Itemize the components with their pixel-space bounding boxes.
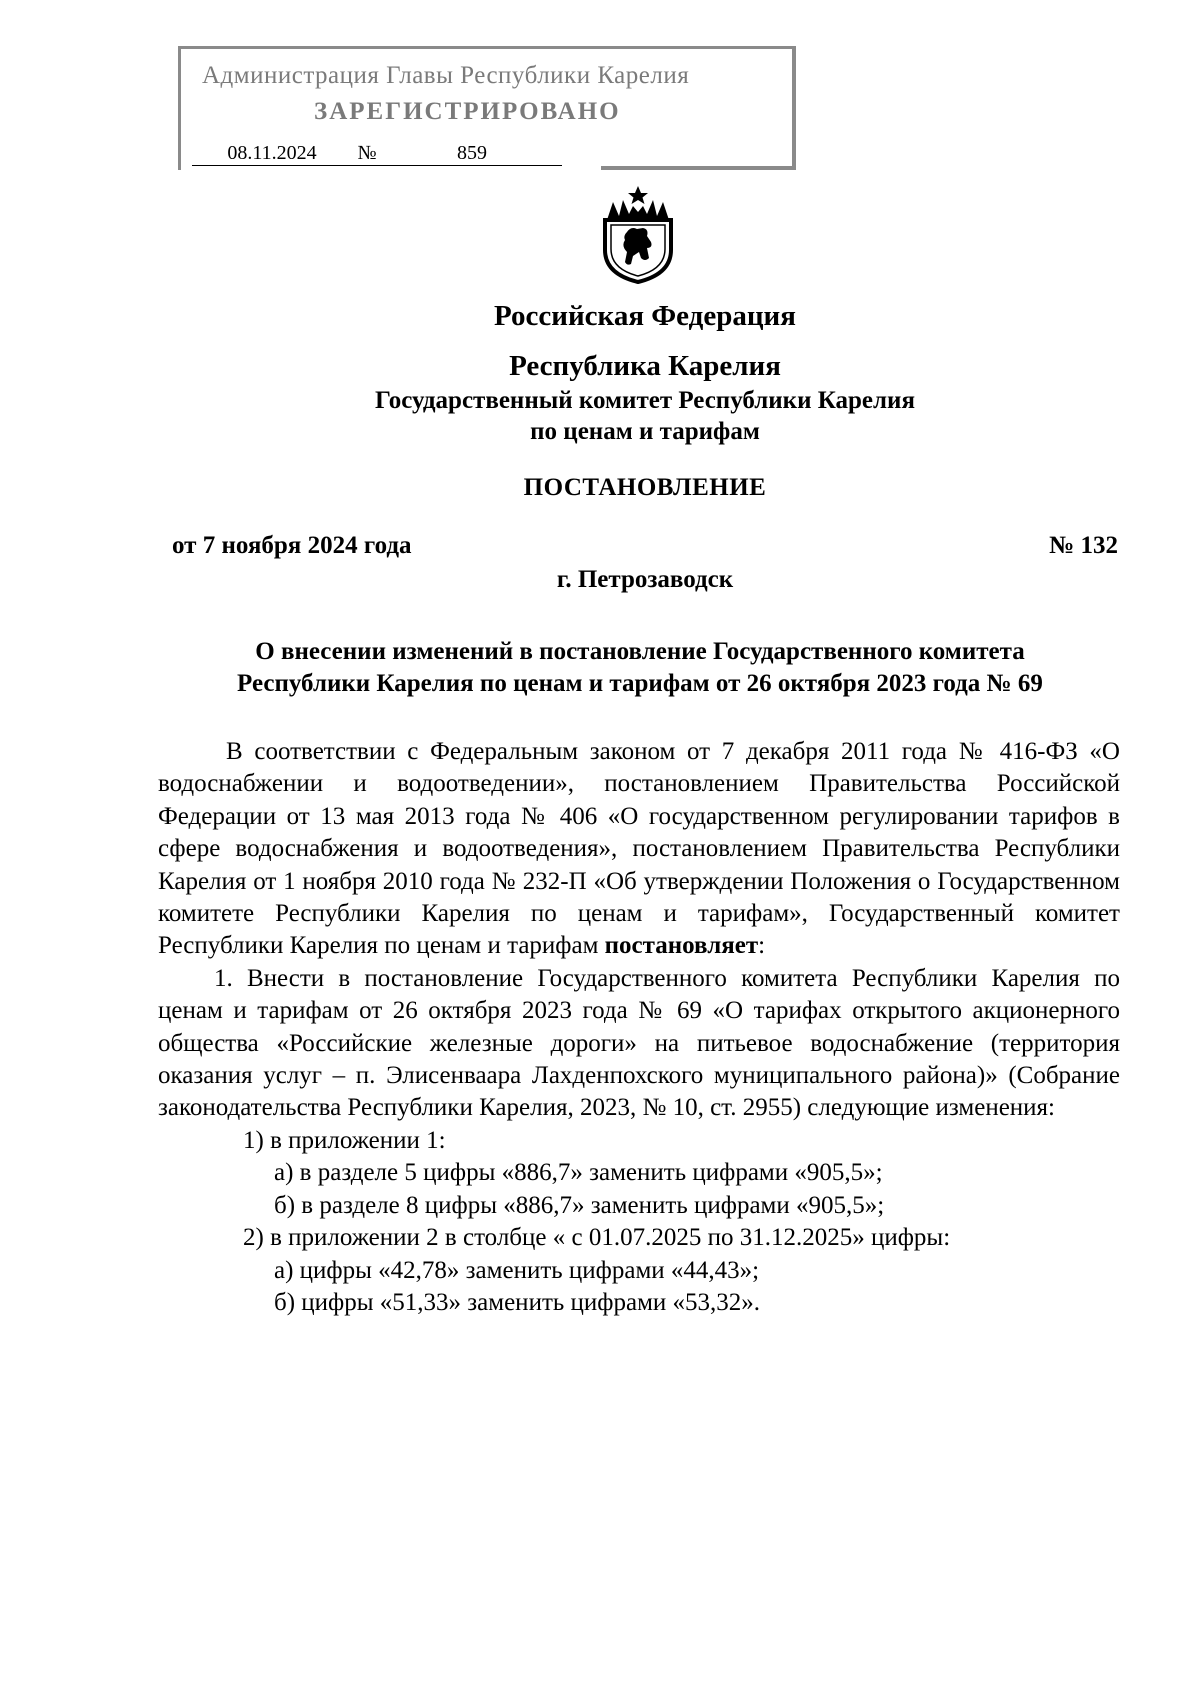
list-item: 2) в приложении 2 в столбце « с 01.07.2025 по 31.12.2025» цифры:: [243, 1224, 951, 1252]
document-number: № 132: [1049, 532, 1118, 559]
list-item: а) цифры «42,78» заменить цифрами «44,43»;: [274, 1256, 760, 1284]
list-item: б) в разделе 8 цифры «886,7» заменить цифрами «905,5»;: [274, 1191, 885, 1219]
list-item: а) в разделе 5 цифры «886,7» заменить цифрами «905,5»;: [274, 1159, 883, 1187]
list-item: 1) в приложении 1:: [243, 1126, 446, 1154]
preamble-text: В соответствии с Федеральным законом от 7 декабря 2011 года № 416-ФЗ «О водоснабжении и водоотведении», постановлением Правительства Российской Федерации от 13 мая 2013 года № 406 «О государственном регулировании тарифов в сфере водоснабжения и водоотведения», постановлением Правительства Республики Карелия от 1 ноября 2010 года № 232-П «Об утверждении Положения о Государственном комитете Республики Карелия по ценам и тарифам», Государственный комитет Республики Карелия по ценам и тарифам: [158, 738, 1120, 960]
preamble-paragraph: [158, 736, 1120, 963]
karelia-coat-of-arms-icon: [597, 184, 679, 284]
stamp-status: ЗАРЕГИСТРИРОВАНО: [314, 98, 621, 125]
header-republic: Республика Карелия: [509, 350, 781, 382]
stamp-reg-date: 08.11.2024: [192, 142, 352, 166]
document-title-line: Республики Карелия по ценам и тарифам от 26 октября 2023 года № 69: [237, 670, 1043, 697]
stamp-number-sign: №: [352, 142, 382, 166]
document-title: [160, 636, 1120, 700]
preamble-end: :: [758, 932, 766, 960]
registration-stamp: [178, 46, 800, 172]
stamp-issuer: Администрация Главы Республики Карелия: [202, 62, 690, 89]
document-type: ПОСТАНОВЛЕНИЕ: [523, 474, 767, 501]
document-city: г. Петрозаводск: [556, 566, 734, 593]
clause-1-paragraph: 1. Внести в постановление Государственного комитета Республики Карелия по ценам и тарифам от 26 октября 2023 года № 69 «О тарифах открытого акционерного общества «Российские железные дороги» на питьевое водоснабжение (территория оказания услуг – п. Элисенваара Лахденпохского муниципального района)» (Собрание законодательства Республики Карелия, 2023, № 10, ст. 2955) следующие изменения:: [158, 964, 1120, 1122]
stamp-reg-number: 859: [382, 142, 562, 166]
header-committee: Государственный комитет Республики Карелия: [375, 387, 915, 414]
document-body: [158, 736, 1120, 1319]
document-date: от 7 ноября 2024 года: [172, 532, 412, 559]
header-federation: Российская Федерация: [494, 300, 796, 332]
list-item: б) цифры «51,33» заменить цифрами «53,32».: [274, 1288, 761, 1316]
header-committee-cont: по ценам и тарифам: [530, 418, 760, 445]
stamp-registration-line: [192, 142, 562, 166]
document-title-line: О внесении изменений в постановление Государственного комитета: [255, 638, 1025, 665]
preamble-decision-word: постановляет: [604, 932, 759, 960]
